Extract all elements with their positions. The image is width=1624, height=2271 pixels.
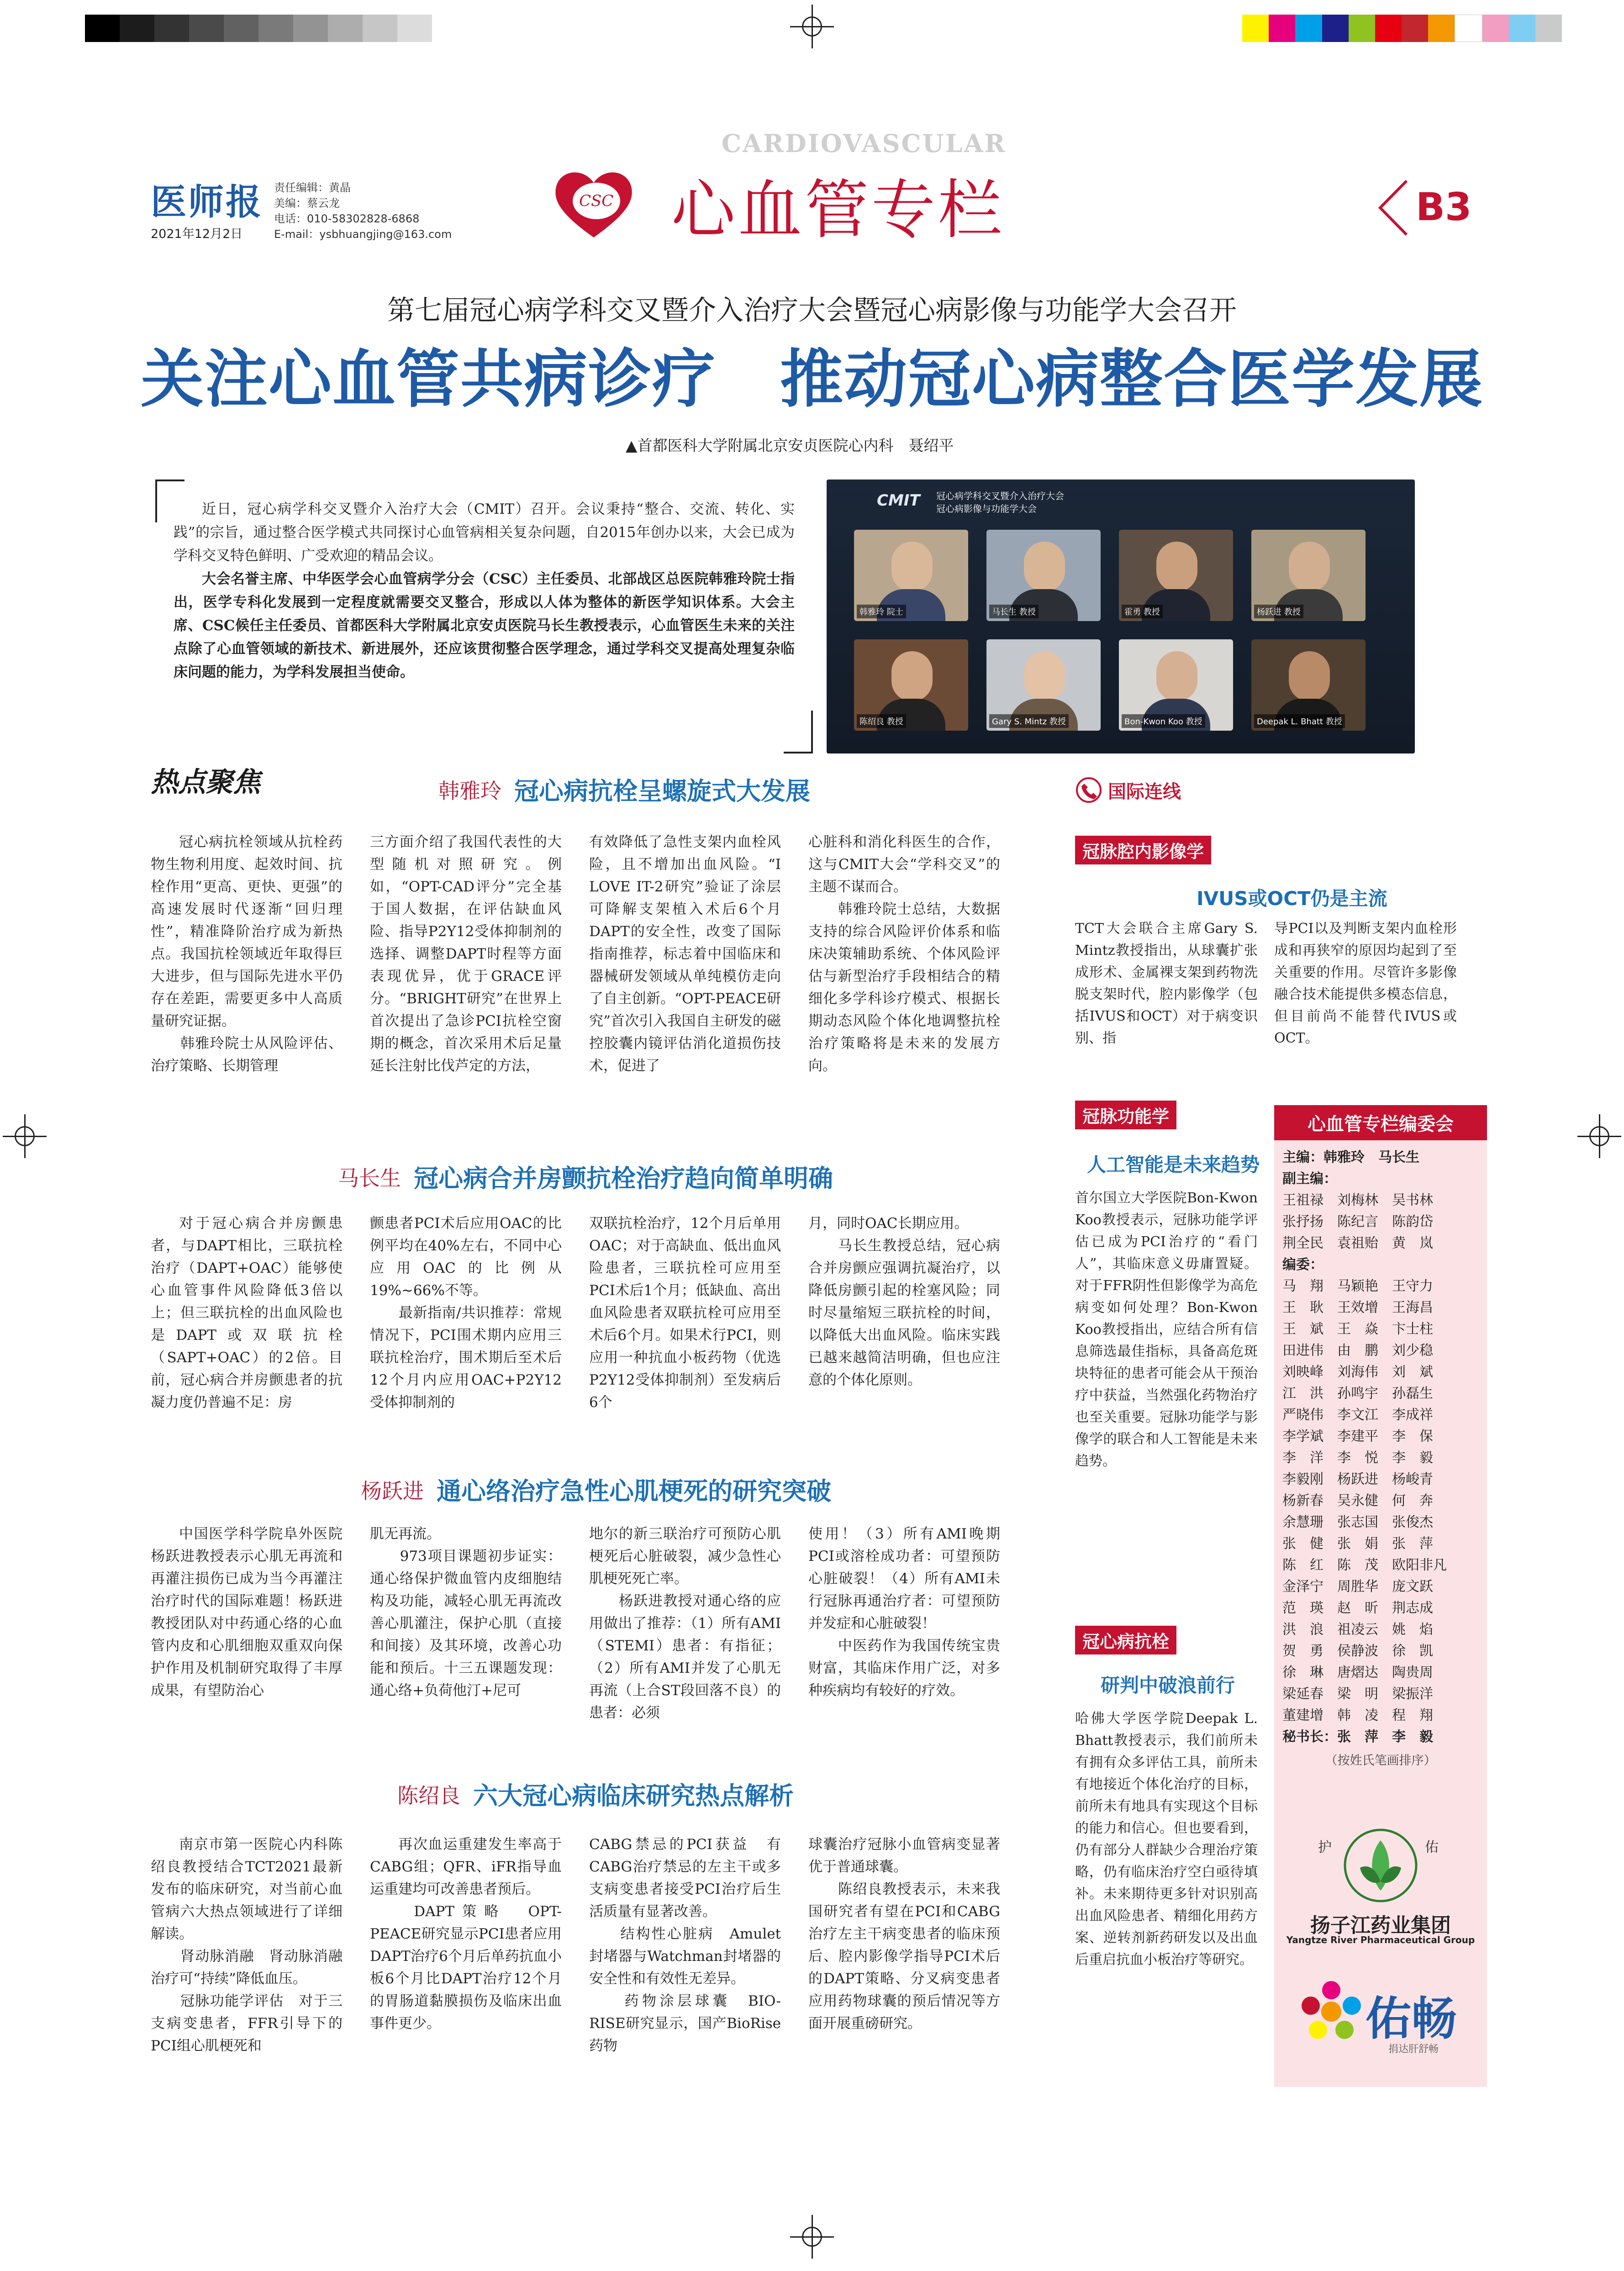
section-2-col: 月，同时OAC长期应用。 马长生教授总结，冠心病合并房颤应强调抗凝治疗，以降低房颤引起的栓塞风险；同时尽量缩短三联抗栓的时间，以降低大出血风险。临床实践已越来越简洁明确，但也应注意的个体化原则。	[808, 1215, 1000, 1388]
section-4-col: 球囊治疗冠脉小血管病变显著优于普通球囊。 陈绍良教授表示，未来我国研究者有望在PCI和CABG治疗左主干病变患者的临床预后、腔内影像学指导PCI术后的DAPT策略、分叉病变患者应用药物球囊的预后情况等方面开展重磅研究。	[808, 1836, 1000, 2032]
intl-header	[1075, 776, 1181, 804]
section-3-title: 通心络治疗急性心肌梗死的研究突破	[437, 1477, 831, 1506]
participant-name: Gary S. Mintz 教授	[989, 714, 1069, 728]
column-name-en: CARDIOVASCULAR	[722, 129, 1007, 158]
participant-tile	[1119, 530, 1233, 621]
chevron-left-icon	[1375, 178, 1411, 237]
participant-tile	[986, 530, 1101, 621]
editor-row: 张抒扬 陈纪言 陈韵岱	[1282, 1214, 1433, 1230]
editor-row: 主编：韩雅玲 马长生	[1282, 1149, 1419, 1165]
participant-tile	[1119, 639, 1233, 731]
lead-box	[155, 479, 813, 753]
designer-credit: 美编：蔡云龙	[274, 197, 340, 210]
participant-name: Deepak L. Bhatt 教授	[1254, 714, 1345, 728]
section-3-col: 地尔的新三联治疗可预防心肌梗死后心脏破裂，减少急性心肌梗死死亡率。 杨跃进教授对通心络的应用做出了推荐：（1）所有AMI（STEMI）患者：有指征；（2）所有AMI并发了心肌无再流（上合ST段回落不良）的患者：必须	[589, 1526, 781, 1721]
section-2-col: 双联抗栓治疗，12个月后单用OAC；对于高缺血、低出血风险患者，三联抗栓可应用至PCI术后1个月；低缺血、高出血风险患者双联抗栓可应用至术后6个月。如果术行PCI，则应用一种抗血小板药物（优选P2Y12受体抑制剂）至发病后6个	[589, 1215, 781, 1411]
section-3-col: 使用！（3）所有AMI晚期PCI或溶栓成功者：可望预防心脏破裂！（4）所有AMI未行冠脉再通治疗者：可望预防并发症和心脏破裂！ 中医药作为我国传统宝贵财富，其临床作用广泛，对多种疾病均有较好的疗效。	[808, 1526, 1000, 1699]
brand-flower-icon	[1297, 1977, 1366, 2046]
registration-mark-right	[1577, 1114, 1621, 1158]
company-name-cn: 扬子江药业集团	[1310, 1914, 1451, 1937]
registration-mark-top	[790, 5, 834, 48]
section-1-col: 三方面介绍了我国代表性的大型随机对照研究。例如，“OPT-CAD评分”完全基于国人数据，在评估缺血风险、指导P2Y12受体抑制剂的选择、调整DAPT时程等方面表现优异，优于GRACE评分。“BRIGHT研究”在世界上首次提出了急诊PCI抗栓空窗期的概念，首次采用术后足量延长注射比伐芦定的方法，	[370, 834, 562, 1074]
lead-text	[174, 498, 795, 684]
editor-row: 刘映峰 刘海伟 刘 斌	[1282, 1364, 1433, 1380]
lead-paragraph-2: 大会名誉主席、中华医学会心血管病学分会（CSC）主任委员、北部战区总医院韩雅玲院士指出，医学专科化发展到一定程度就需要交叉整合，形成以人体为整体的新医学知识体系。大会主席、CSC候任主任委员、首都医科大学附属北京安贞医院马长生教授表示，心血管医生未来的关注点除了心血管领域的新技术、新进展外，还应该贯彻整合医学理念，通过学科交叉提高处理复杂临床问题的能力，为学科发展担当使命。	[174, 571, 795, 680]
sidebar-text-imaging-b: 导PCI以及判断支架内血栓形成和再狭窄的原因均起到了至关重要的作用。尽管许多影像融合技术能提供多模态信息，但目前尚不能替代IVUS或OCT。	[1274, 921, 1457, 1046]
editorial-board-title: 心血管专栏编委会	[1274, 1105, 1487, 1140]
editor-credit: 责任编辑：黄晶	[274, 181, 351, 194]
participant-tile	[854, 530, 968, 621]
editor-row: 张 健 张 娟 张 萍	[1282, 1536, 1433, 1552]
lead-corner-br	[784, 711, 813, 753]
participant-tile	[854, 639, 968, 731]
editor-row: 董建增 韩 凌 程 翔	[1282, 1707, 1433, 1723]
editor-row: 王 斌 王 焱 卞士柱	[1282, 1321, 1433, 1337]
phone: 电话：010-58302828-6868	[274, 212, 420, 225]
section-3-col: 中国医学科学院阜外医院杨跃进教授表示心肌无再流和再灌注损伤已成为当今再灌注治疗时代的国际难题！杨跃进教授团队对中药通心络的心血管内皮和心肌细胞双重双向保护作用及机制研究取得了丰厚成果，有望防治心	[151, 1526, 343, 1699]
section-1-speaker: 韩雅玲	[438, 778, 501, 803]
editor-row: 编委：	[1282, 1257, 1323, 1273]
participant-name: 马长生 教授	[989, 605, 1039, 618]
section-3-speaker: 杨跃进	[361, 1478, 424, 1503]
focus-label	[151, 760, 260, 800]
editor-row: 副主编：	[1282, 1171, 1337, 1187]
sidebar-text-physiology: 首尔国立大学医院Bon-Kwon Koo教授表示，冠脉功能学评估已成为PCI治疗的“看门人”，其临床意义毋庸置疑。对于FFR阴性但影像学为高危病变如何处理？Bon-Kwon Koo教授指出，应结合所有信息筛选最佳指标，具备高危斑块特征的患者可能会从干预治疗中获益，当然强化药物治疗也至关重要。冠脉功能学与影像学的联合和人工智能是未来趋势。	[1075, 1190, 1258, 1469]
process-color-bar	[1242, 15, 1562, 42]
byline: ▲首都医科大学附属北京安贞医院心内科 聂绍平	[626, 437, 954, 454]
sidebar-tag-antithrombotic: 冠心病抗栓	[1075, 1626, 1176, 1655]
section-3-header	[361, 1472, 831, 1507]
registration-mark-bottom	[790, 2215, 834, 2259]
panel-brand: CMIT	[877, 491, 920, 510]
email: E-mail：ysbhuangjing@163.com	[274, 228, 452, 241]
editorial-board-list	[1274, 1140, 1487, 1768]
editor-row: 梁延春 梁 明 梁振洋	[1282, 1686, 1433, 1702]
brand-slogan: 捐达肝舒畅	[1388, 2044, 1439, 2055]
video-conference-photo	[827, 479, 1415, 753]
intl-label: 国际连线	[1108, 781, 1181, 802]
masthead	[151, 129, 1489, 251]
editorial-board	[1274, 1105, 1487, 2087]
company-name-en: Yangtze River Pharmaceutical Group	[1286, 1934, 1475, 1945]
participant-name: 韩雅玲 院士	[857, 605, 906, 618]
editor-row: 贺 勇 侯静波 徐 凯	[1282, 1643, 1433, 1659]
lead-paragraph-1: 近日，冠心病学科交叉暨介入治疗大会（CMIT）召开。会议秉持“整合、交流、转化、实践”的宗旨，通过整合医学模式共同探讨心血管病相关复杂问题，自2015年创办以来，大会已成为学科交叉特色鲜明、广受欢迎的精品会议。	[174, 501, 795, 564]
panel-header-2: 冠心病影像与功能学大会	[936, 503, 1037, 514]
company-ad	[1274, 1827, 1487, 1964]
editor-row: 马 翔 马颖艳 王守力	[1282, 1278, 1433, 1294]
editor-row: 田进伟 由 鹏 刘少稳	[1282, 1343, 1433, 1359]
brand-name: 佑畅	[1366, 1992, 1457, 2045]
editor-row: 李 洋 李 悦 李 毅	[1282, 1450, 1433, 1466]
editor-row: 杨新春 吴永健 何 奔	[1282, 1493, 1433, 1509]
csc-heart-logo	[553, 164, 635, 242]
participant-name: 陈绍良 教授	[857, 714, 906, 728]
editor-row: 徐 琳 唐熠达 陶贵周	[1282, 1665, 1433, 1681]
section-4-speaker: 陈绍良	[397, 1783, 460, 1808]
editor-row: 李学斌 李建平 李 保	[1282, 1428, 1433, 1444]
section-4-header	[397, 1776, 794, 1812]
editor-row: 陈 红 陈 茂 欧阳非凡	[1282, 1557, 1447, 1573]
section-2-speaker: 马长生	[338, 1165, 401, 1191]
section-2-header	[338, 1159, 833, 1194]
section-1-col: 心脏科和消化科医生的合作，这与CMIT大会“学科交叉”的主题不谋而合。 韩雅玲院士总结，大数据支持的综合风险评价体系和临床决策辅助系统、个体风险评估与新型治疗手段相结合的精细化多学科诊疗模式、根据长期动态风险个体化地调整抗栓治疗策略将是未来的发展方向。	[808, 834, 1000, 1074]
sidebar-title-physiology: 人工智能是未来趋势	[1087, 1154, 1260, 1176]
participant-tile	[1251, 639, 1366, 731]
editor-note: （按姓氏笔画排序）	[1325, 1754, 1436, 1768]
sidebar-title-antithrombotic: 研判中破浪前行	[1101, 1674, 1235, 1697]
section-4-col: 再次血运重建发生率高于CABG组；QFR、iFR指导血运重建均可改善患者预后。 DAPT策略 OPT-PEACE研究显示PCI患者应用DAPT治疗6个月后单药抗血小板6个月比DAPT治疗12个月的胃肠道黏膜损伤及临床出血事件更少。	[370, 1836, 562, 2032]
section-1-header	[438, 772, 810, 807]
section-3-col: 肌无再流。 973项目课题初步证实：通心络保护微血管内皮细胞结构及功能，减轻心肌无再流改善心肌灌注，保护心肌（直接和间接）及其环境，改善心功能和预后。十三五课题发现：通心络+负荷他汀+尼可	[370, 1526, 562, 1699]
section-2-title: 冠心病合并房颤抗栓治疗趋向简单明确	[414, 1164, 833, 1193]
sidebar-tag-physiology: 冠脉功能学	[1075, 1101, 1176, 1129]
sidebar-text-imaging-a: TCT大会联合主席Gary S. Mintz教授指出，从球囊扩张成形术、金属裸支架到药物洗脱支架时代，腔内影像学（包括IVUS和OCT）对于病变识别、指	[1075, 921, 1258, 1046]
section-1-col: 有效降低了急性支架内血栓风险，且不增加出血风险。“I LOVE IT-2研究”验证了涂层可降解支架植入术后6个月DAPT的安全性，改变了国际指南推荐，标志着中国临床和器械研发领域从单纯模仿走向了自主创新。“OPT-PEACE研究”首次引入我国自主研发的磁控胶囊内镜评估消化道损伤技术，促进了	[589, 834, 781, 1074]
editor-row: 洪 浪 祖凌云 姚 焰	[1282, 1622, 1433, 1638]
issue-date: 2021年12月2日	[151, 227, 243, 241]
csc-logo-text: CSC	[579, 192, 614, 210]
sidebar-tag-imaging: 冠脉腔内影像学	[1075, 836, 1211, 864]
editor-row: 金泽宁 周胜华 庞文跃	[1282, 1579, 1433, 1595]
company-logo-icon	[1342, 1827, 1419, 1904]
editor-row: 李毅刚 杨跃进 杨峻青	[1282, 1471, 1433, 1487]
column-name-cn: 心血管专栏	[671, 173, 1005, 248]
participant-name: Bon-Kwon Koo 教授	[1122, 714, 1205, 728]
section-2-col: 对于冠心病合并房颤患者，与DAPT相比，三联抗栓治疗（DAPT+OAC）能够使心血管事件风险降低3倍以上；但三联抗栓的出血风险也是DAPT或双联抗栓（SAPT+OAC）的2倍。目前，冠心病合并房颤患者的抗凝力度仍普遍不足：房	[151, 1215, 343, 1411]
headline-title: 关注心血管共病诊疗 推动冠心病整合医学发展	[140, 342, 1483, 416]
section-4-col: 南京市第一医院心内科陈绍良教授结合TCT2021最新发布的临床研究，对当前心血管病六大热点领域进行了详细解读。 肾动脉消融 肾动脉消融治疗可“持续”降低血压。 冠脉功能学评估 对于三支病变患者，FFR引导下的PCI组心肌梗死和	[151, 1836, 343, 2054]
section-4-title: 六大冠心病临床研究热点解析	[473, 1781, 794, 1810]
brand-ad	[1274, 1973, 1487, 2073]
participant-name: 霍勇 教授	[1122, 605, 1163, 618]
guard-char-a: 护	[1318, 1839, 1332, 1855]
section-2-col: 颤患者PCI术后应用OAC的比例平均在40%左右，不同中心应用OAC的比例从19%~66%不等。 最新指南/共识推荐：常规情况下，PCI围术期内应用三联抗栓治疗，围术期后至术后12个月内应用OAC+P2Y12受体抑制剂的	[370, 1215, 562, 1411]
section-1-col: 冠心病抗栓领域从抗栓药物生物利用度、起效时间、抗栓作用“更高、更快、更强”的高速发展时代逐渐“回归理性”，精准降阶治疗成为新热点。我国抗栓领域近年取得巨大进步，但与国际先进水平仍存在差距，需要更多中人高质量研究证据。 韩雅玲院士从风险评估、治疗策略、长期管理	[151, 834, 343, 1074]
registration-mark-left	[3, 1114, 47, 1158]
section-1-title: 冠心病抗栓呈螺旋式大发展	[514, 777, 810, 806]
section-4-col: CABG禁忌的PCI获益 有CABG治疗禁忌的左主干或多支病变患者接受PCI治疗后生活质量有显著改善。 结构性心脏病 Amulet封堵器与Watchman封堵器的安全性和有效性无差异。 药物涂层球囊 BIO-RISE研究显示，国产BioRise药物	[589, 1836, 781, 2054]
paper-name: 医师报	[151, 181, 264, 223]
editor-row: 秘书长：张 萍 李 毅	[1282, 1729, 1433, 1745]
editor-row: 范 瑛 赵 昕 荆志成	[1282, 1600, 1433, 1616]
panel-header-1: 冠心病学科交叉暨介入治疗大会	[936, 490, 1064, 501]
sidebar-text-antithrombotic: 哈佛大学医学院Deepak L. Bhatt教授表示，我们前所未有拥有众多评估工具，前所未有地接近个体化治疗的目标，前所未有地具有实现这个目标的能力和信心。但也要看到，仍有部分人群缺少合理治疗策略，仍有临床治疗空白亟待填补。未来期待更多针对识别高出血风险患者、精细化用药方案、逆转剂新药研发以及出血后重启抗血小板治疗等研究。	[1075, 1711, 1258, 1968]
participant-name: 杨跃进 教授	[1254, 605, 1303, 618]
participant-tile	[1251, 530, 1366, 621]
editor-row: 江 洪 孙鸣宇 孙磊生	[1282, 1386, 1433, 1402]
editor-row: 严晓伟 李文江 李成祥	[1282, 1407, 1433, 1423]
editor-row: 余慧珊 张志国 张俊杰	[1282, 1514, 1433, 1530]
grayscale-color-bar	[85, 15, 432, 42]
focus-label-text: 热点聚焦	[151, 766, 260, 798]
page-number: B3	[1416, 184, 1472, 229]
phone-icon	[1075, 776, 1102, 804]
editor-row: 荆全民 袁祖贻 黄 岚	[1282, 1235, 1433, 1251]
staff-info	[274, 180, 452, 242]
sidebar-title-imaging: IVUS或OCT仍是主流	[1197, 887, 1387, 910]
editor-row: 王 耿 王效增 王海昌	[1282, 1300, 1433, 1316]
guard-char-b: 佑	[1425, 1839, 1439, 1855]
editor-row: 王祖禄 刘梅林 吴书林	[1282, 1192, 1433, 1208]
participant-tile	[986, 639, 1101, 731]
headline-subtitle: 第七届冠心病学科交叉暨介入治疗大会暨冠心病影像与功能学大会召开	[387, 295, 1237, 327]
